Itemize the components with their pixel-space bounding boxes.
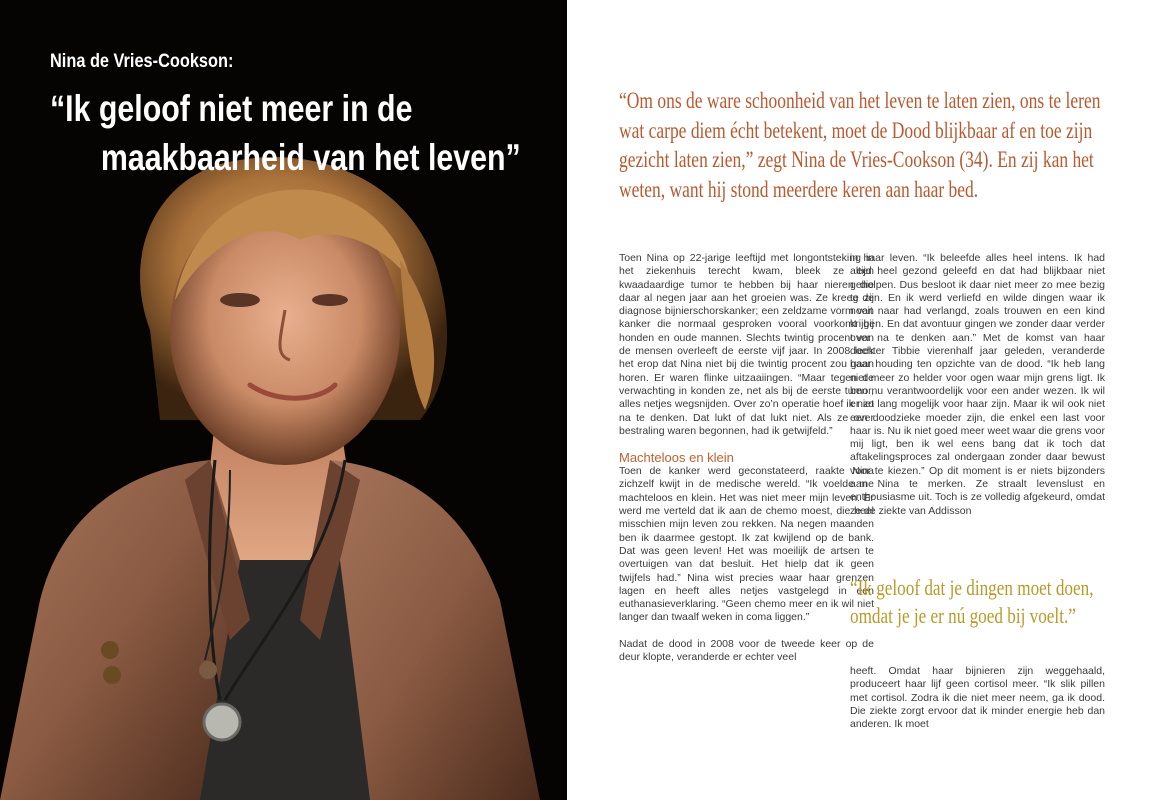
portrait-page <box>0 0 567 800</box>
lead-paragraph <box>619 86 1101 204</box>
headline-line-2: maakbaarheid van het leven” <box>100 137 521 178</box>
pull-quote-line: omdat je je er nú goed bij voelt.” <box>850 603 1076 628</box>
body-paragraph: Toen de kanker werd geconstateerd, raakte Nina zichzelf kwijt in de medische wereld. “Ik voelde me machteloos en klein. Het was niet meer mijn leven. Er werd me verteld dat ik aan de chemo moest, die heel misschien mijn leven zou rekken. Na negen maanden ben ik daarmee gestopt. Ik zat kwijlend op de bank. Dat was geen leven! Het was moeilijk de artsen te overtuigen van dat besluit. Het hielp dat ik geen twijfels had.” Nina wist precies waar haar grenzen lagen en heeft alles netjes vastgelegd in een euthanasieverklaring. “Geen chemo meer en ik wil niet langer dan twaalf weken in coma liggen.” <box>619 465 874 624</box>
lead-line: weten, want hij stond meerdere keren aan haar bed. <box>619 176 979 202</box>
pull-quote-line: “Ik geloof dat je dingen moet doen, <box>850 575 1094 600</box>
pull-quote <box>850 574 1094 630</box>
body-paragraph: Nadat de dood in 2008 voor de tweede keer op de deur klopte, veranderde er echter veel <box>619 637 874 664</box>
article-headline <box>50 84 521 182</box>
body-column-2-continued <box>850 665 1105 731</box>
section-subhead: Machteloos en klein <box>619 450 734 466</box>
article-kicker: Nina de Vries-Cookson: <box>50 51 234 72</box>
body-paragraph: heeft. Omdat haar bijnieren zijn weggehaald, produceert haar lijf geen cortisol meer. “Ik slik pillen met cortisol. Zodra ik die niet meer neem, ga ik dood. Die ziekte zorgt ervoor dat ik minder energie heb dan anderen. Ik moet <box>850 665 1105 731</box>
body-paragraph: in haar leven. “Ik beleefde alles heel intens. Ik had altijd heel gezond geleefd en dat had blijkbaar niet geholpen. Dus besloot ik daar niet meer zo mee bezig te zijn. En ik werd verliefd en wilde dingen waar ik nooit naar had verlangd, zoals trouwen en een kind krijgen. En dat avontuur gingen we zonder daar verder over na te denken aan.” Met de komst van haar dochter Tibbie vierenhalf jaar geleden, veranderde haar houding ten opzichte van de dood. “Ik heb lang niet meer zo helder voor ogen waar mijn grens ligt. Ik ben nu verantwoordelijk voor een ander wezen. Ik wil er zo lang mogelijk voor haar zijn. Maar ik wil ook niet een doodzieke moeder zijn, die enkel een last voor haar is. Nu ik niet goed meer weet waar die grens voor mij ligt, ben ik wel eens bang dat ik toch dat aftakelingsproces zal ondergaan zonder daar bewust voor te kiezen.” Op dit moment is er niets bijzonders aan Nina te merken. Ze straalt levenslust en enthousiasme uit. Toch is ze volledig afgekeurd, omdat ze de ziekte van Addisson <box>850 252 1105 517</box>
body-column-2 <box>850 252 1105 518</box>
lead-line: “Om ons de ware schoonheid van het leven te laten zien, ons te leren <box>619 88 1101 113</box>
body-paragraph: Toen Nina op 22-jarige leeftijd met longontsteking in het ziekenhuis terecht kwam, bleek ze een kwaadaardige tumor te hebben bij haar nieren die daar al negen jaar aan het groeien was. Ze kreeg de diagnose bijnierschorskanker; een zeldzame vorm van kanker die normaal gesproken vooral voorkomt bij honden en oude mannen. Slechts twintig procent van de mensen overleeft de eerste vijf jaar. In 2008 leek het erop dat Nina niet bij die twintig procent zou gaan horen. Er waren flinke uitzaaiingen. “Maar tegen de verwachting in konden ze, net als bij de eerste tumor, alles netjes wegsnijden. Over zo’n operatie hoef ik niet na te denken. Dat lukt of dat lukt niet. Als ze over bestraling waren begonnen, had ik getwijfeld.” <box>619 252 874 437</box>
body-column-1 <box>619 252 874 664</box>
lead-line: gezicht laten zien,” zegt Nina de Vries-Cookson (34). En zij kan het <box>619 147 1094 172</box>
article-page <box>567 0 1150 800</box>
lead-line: wat carpe diem écht betekent, moet de Dood blijkbaar af en toe zijn <box>619 117 1093 143</box>
headline-line-1: “Ik geloof niet meer in de <box>50 88 413 129</box>
